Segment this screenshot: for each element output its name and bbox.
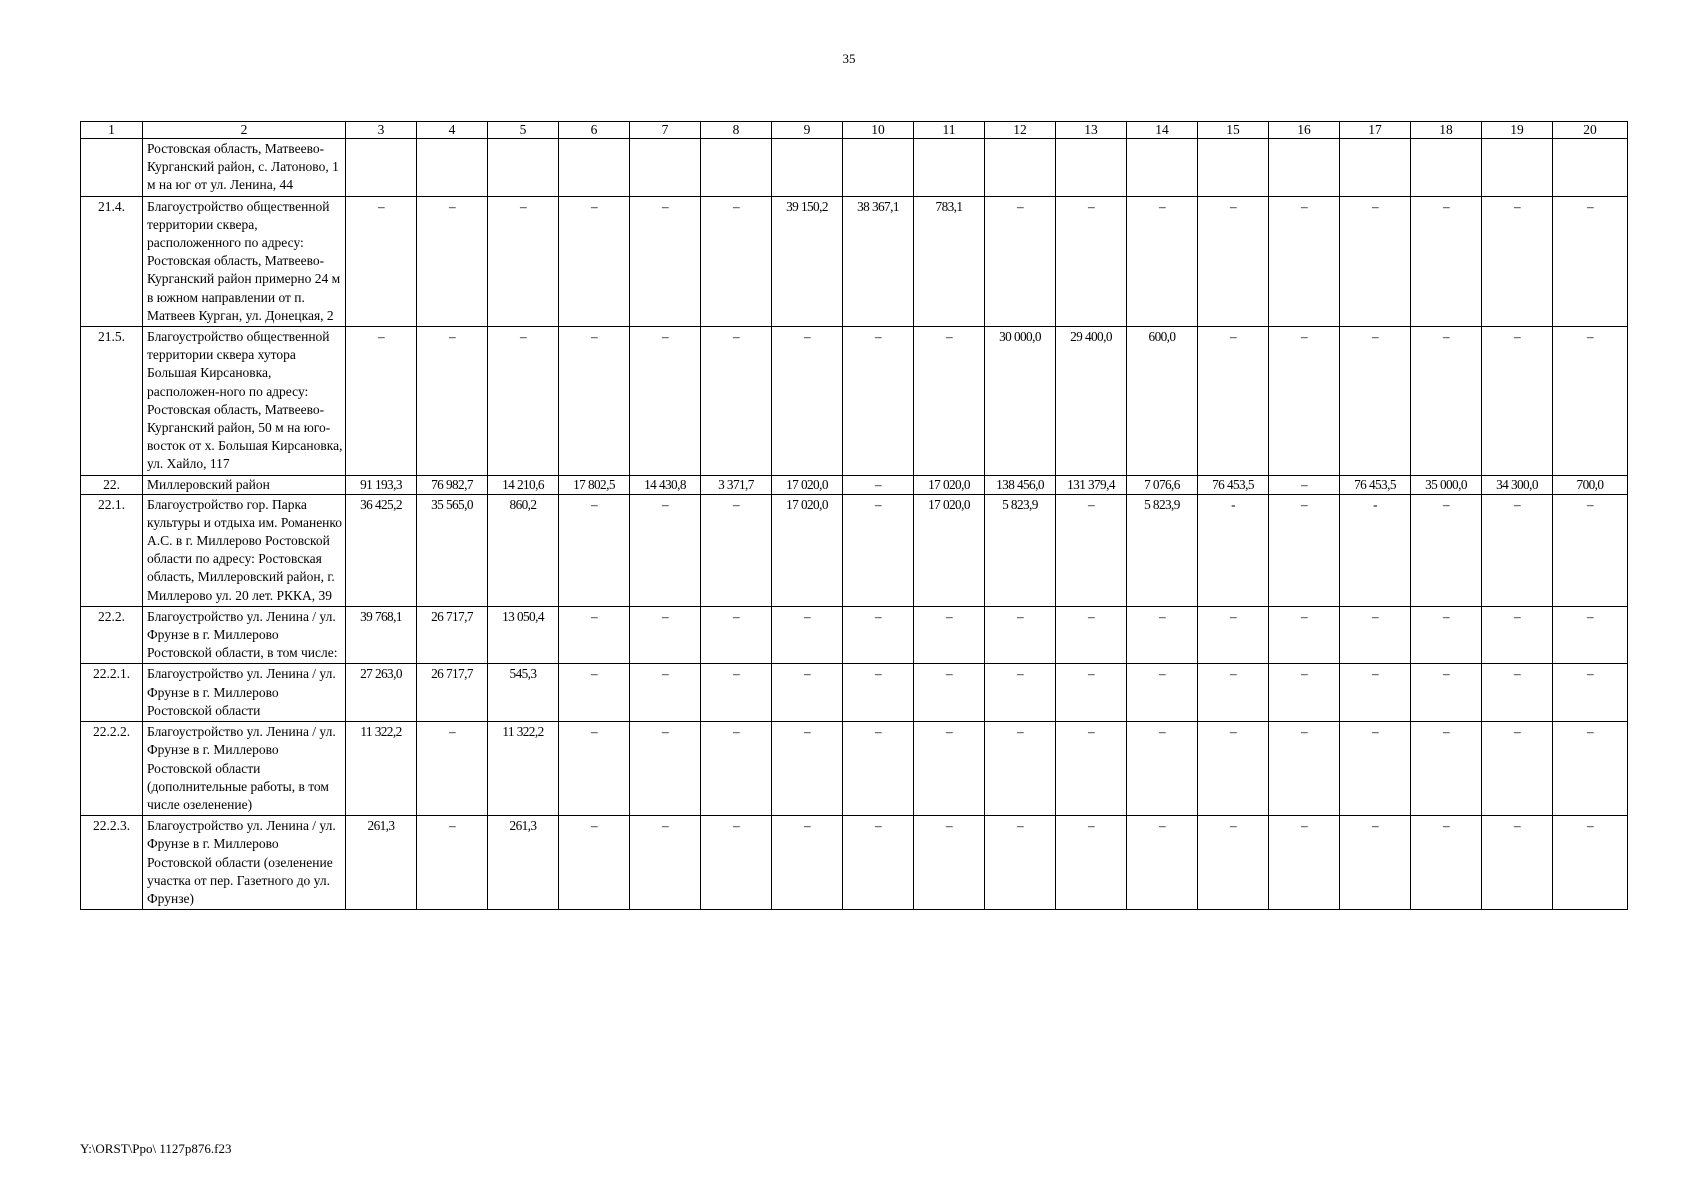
value-cell: – xyxy=(1482,327,1553,476)
value-cell: – xyxy=(914,816,985,910)
value-cell: 34 300,0 xyxy=(1482,475,1553,494)
value-cell: – xyxy=(772,327,843,476)
value-cell: 29 400,0 xyxy=(1056,327,1127,476)
value-cell: 39 768,1 xyxy=(346,606,417,664)
value-cell: 5 823,9 xyxy=(985,494,1056,606)
value-cell xyxy=(346,139,417,197)
column-header: 14 xyxy=(1127,122,1198,139)
value-cell: – xyxy=(1482,606,1553,664)
value-cell: – xyxy=(1482,816,1553,910)
column-header: 7 xyxy=(630,122,701,139)
value-cell: 76 982,7 xyxy=(417,475,488,494)
value-cell: – xyxy=(559,606,630,664)
value-cell: 17 020,0 xyxy=(772,494,843,606)
value-cell: – xyxy=(914,722,985,816)
value-cell: – xyxy=(1411,722,1482,816)
value-cell: – xyxy=(1340,606,1411,664)
column-header: 5 xyxy=(488,122,559,139)
value-cell: – xyxy=(488,196,559,326)
value-cell: – xyxy=(1340,722,1411,816)
value-cell: – xyxy=(843,494,914,606)
value-cell: – xyxy=(1198,327,1269,476)
table-row xyxy=(81,327,1628,476)
value-cell: – xyxy=(701,722,772,816)
column-header: 11 xyxy=(914,122,985,139)
row-number: 22. xyxy=(81,475,143,494)
value-cell: – xyxy=(1553,816,1628,910)
value-cell: 11 322,2 xyxy=(346,722,417,816)
value-cell: 26 717,7 xyxy=(417,664,488,722)
value-cell: – xyxy=(1411,196,1482,326)
row-description: Благоустройство общественной территории сквера хутора Большая Кирсановка, расположен-ного по адресу: Ростовская область, Матвеево-Курганский район, 50 м на юго-восток от х. Большая Кирсановка, ул. Хайло, 117 xyxy=(143,327,346,476)
value-cell: 11 322,2 xyxy=(488,722,559,816)
column-header: 17 xyxy=(1340,122,1411,139)
value-cell: 35 000,0 xyxy=(1411,475,1482,494)
value-cell: – xyxy=(985,606,1056,664)
value-cell xyxy=(488,139,559,197)
row-number xyxy=(81,139,143,197)
row-number: 22.2. xyxy=(81,606,143,664)
value-cell: – xyxy=(559,327,630,476)
value-cell: – xyxy=(1056,494,1127,606)
value-cell: – xyxy=(985,722,1056,816)
value-cell: – xyxy=(772,664,843,722)
row-description: Благоустройство ул. Ленина / ул. Фрунзе в г. Миллерово Ростовской области (дополнительные работы, в том числе озеленение) xyxy=(143,722,346,816)
column-header: 18 xyxy=(1411,122,1482,139)
value-cell: – xyxy=(1340,327,1411,476)
column-header: 10 xyxy=(843,122,914,139)
column-header: 4 xyxy=(417,122,488,139)
value-cell: – xyxy=(1198,664,1269,722)
value-cell: – xyxy=(772,722,843,816)
table-row xyxy=(81,606,1628,664)
budget-table xyxy=(80,121,1628,910)
value-cell: – xyxy=(1553,664,1628,722)
row-number: 22.2.2. xyxy=(81,722,143,816)
value-cell: 14 430,8 xyxy=(630,475,701,494)
row-description: Благоустройство ул. Ленина / ул. Фрунзе в г. Миллерово Ростовской области (озеленение участка от пер. Газетного до ул. Фрунзе) xyxy=(143,816,346,910)
column-header: 9 xyxy=(772,122,843,139)
value-cell: – xyxy=(843,327,914,476)
value-cell: – xyxy=(985,664,1056,722)
value-cell: – xyxy=(1056,816,1127,910)
column-header: 13 xyxy=(1056,122,1127,139)
value-cell xyxy=(1127,139,1198,197)
header-row xyxy=(81,122,1628,139)
row-description: Благоустройство ул. Ленина / ул. Фрунзе в г. Миллерово Ростовской области, в том числе: xyxy=(143,606,346,664)
value-cell: – xyxy=(843,606,914,664)
value-cell: – xyxy=(1340,664,1411,722)
value-cell: – xyxy=(1198,722,1269,816)
value-cell: – xyxy=(417,196,488,326)
value-cell: 91 193,3 xyxy=(346,475,417,494)
value-cell: – xyxy=(1482,664,1553,722)
value-cell: – xyxy=(1553,196,1628,326)
value-cell: 35 565,0 xyxy=(417,494,488,606)
column-header: 20 xyxy=(1553,122,1628,139)
value-cell: 600,0 xyxy=(1127,327,1198,476)
table-row xyxy=(81,816,1628,910)
value-cell: – xyxy=(559,722,630,816)
value-cell: 17 020,0 xyxy=(914,475,985,494)
value-cell: – xyxy=(346,327,417,476)
value-cell: – xyxy=(1411,327,1482,476)
value-cell: 39 150,2 xyxy=(772,196,843,326)
value-cell: – xyxy=(1269,722,1340,816)
value-cell: – xyxy=(630,816,701,910)
value-cell: – xyxy=(701,327,772,476)
value-cell: – xyxy=(559,494,630,606)
value-cell: – xyxy=(559,816,630,910)
value-cell: – xyxy=(701,664,772,722)
value-cell: 17 802,5 xyxy=(559,475,630,494)
column-header: 15 xyxy=(1198,122,1269,139)
table-row xyxy=(81,664,1628,722)
value-cell: – xyxy=(417,722,488,816)
value-cell: 545,3 xyxy=(488,664,559,722)
value-cell: – xyxy=(914,606,985,664)
value-cell xyxy=(1198,139,1269,197)
value-cell xyxy=(1482,139,1553,197)
value-cell: – xyxy=(630,606,701,664)
value-cell: – xyxy=(1127,606,1198,664)
value-cell: 783,1 xyxy=(914,196,985,326)
value-cell xyxy=(985,139,1056,197)
value-cell: – xyxy=(1127,816,1198,910)
table-row xyxy=(81,475,1628,494)
value-cell: – xyxy=(1411,816,1482,910)
value-cell: – xyxy=(1269,196,1340,326)
value-cell: – xyxy=(985,816,1056,910)
value-cell: 76 453,5 xyxy=(1198,475,1269,494)
value-cell: – xyxy=(1056,722,1127,816)
value-cell: – xyxy=(1340,196,1411,326)
column-header: 3 xyxy=(346,122,417,139)
value-cell: – xyxy=(1198,816,1269,910)
value-cell: 26 717,7 xyxy=(417,606,488,664)
value-cell: 36 425,2 xyxy=(346,494,417,606)
table-row xyxy=(81,196,1628,326)
value-cell: – xyxy=(1553,606,1628,664)
value-cell xyxy=(1411,139,1482,197)
value-cell: – xyxy=(630,722,701,816)
value-cell: – xyxy=(1056,664,1127,722)
value-cell: – xyxy=(772,606,843,664)
value-cell: 7 076,6 xyxy=(1127,475,1198,494)
value-cell: 13 050,4 xyxy=(488,606,559,664)
value-cell: 860,2 xyxy=(488,494,559,606)
row-description: Миллеровский район xyxy=(143,475,346,494)
row-number: 21.5. xyxy=(81,327,143,476)
value-cell: – xyxy=(1482,196,1553,326)
value-cell: – xyxy=(1553,722,1628,816)
value-cell: 14 210,6 xyxy=(488,475,559,494)
value-cell: – xyxy=(417,327,488,476)
table-row xyxy=(81,722,1628,816)
value-cell: 138 456,0 xyxy=(985,475,1056,494)
value-cell: – xyxy=(701,494,772,606)
value-cell: 17 020,0 xyxy=(914,494,985,606)
value-cell xyxy=(772,139,843,197)
row-description: Благоустройство общественной территории сквера, расположенного по адресу: Ростовская область, Матвеево-Курганский район примерно 24 м в южном направлении от п. Матвеев Курган, ул. Донецкая, 2 xyxy=(143,196,346,326)
value-cell: – xyxy=(559,664,630,722)
value-cell: – xyxy=(1127,196,1198,326)
row-description: Благоустройство гор. Парка культуры и отдыха им. Романенко А.С. в г. Миллерово Ростовской области по адресу: Ростовская область, Миллеровский район, г. Миллерово ул. 20 лет. РККА, 39 xyxy=(143,494,346,606)
value-cell: – xyxy=(346,196,417,326)
value-cell xyxy=(1056,139,1127,197)
value-cell: – xyxy=(701,196,772,326)
column-header: 6 xyxy=(559,122,630,139)
row-description: Ростовская область, Матвеево-Курганский район, с. Латоново, 1 м на юг от ул. Ленина, 44 xyxy=(143,139,346,197)
value-cell: – xyxy=(701,606,772,664)
column-header: 1 xyxy=(81,122,143,139)
column-header: 19 xyxy=(1482,122,1553,139)
row-number: 22.2.3. xyxy=(81,816,143,910)
table-row xyxy=(81,494,1628,606)
file-path-footer: Y:\ORST\Ppo\ 1127p876.f23 xyxy=(80,1141,232,1156)
value-cell: – xyxy=(488,327,559,476)
value-cell: – xyxy=(843,816,914,910)
value-cell: – xyxy=(1198,606,1269,664)
row-number: 21.4. xyxy=(81,196,143,326)
page-number: 35 xyxy=(842,51,856,66)
column-header: 2 xyxy=(143,122,346,139)
value-cell: - xyxy=(1198,494,1269,606)
value-cell: – xyxy=(417,816,488,910)
value-cell xyxy=(1553,139,1628,197)
value-cell: – xyxy=(985,196,1056,326)
value-cell: – xyxy=(1269,494,1340,606)
value-cell xyxy=(1340,139,1411,197)
column-header: 16 xyxy=(1269,122,1340,139)
value-cell: – xyxy=(1056,196,1127,326)
value-cell: – xyxy=(843,475,914,494)
value-cell xyxy=(1269,139,1340,197)
value-cell: – xyxy=(630,196,701,326)
value-cell: – xyxy=(1127,722,1198,816)
value-cell xyxy=(701,139,772,197)
value-cell: 30 000,0 xyxy=(985,327,1056,476)
row-number: 22.2.1. xyxy=(81,664,143,722)
value-cell: – xyxy=(701,816,772,910)
value-cell: 17 020,0 xyxy=(772,475,843,494)
value-cell xyxy=(914,139,985,197)
value-cell: 76 453,5 xyxy=(1340,475,1411,494)
value-cell: – xyxy=(1553,494,1628,606)
value-cell: 261,3 xyxy=(488,816,559,910)
table-row xyxy=(81,139,1628,197)
value-cell xyxy=(559,139,630,197)
value-cell: 38 367,1 xyxy=(843,196,914,326)
value-cell: – xyxy=(1411,606,1482,664)
column-header: 12 xyxy=(985,122,1056,139)
value-cell: 3 371,7 xyxy=(701,475,772,494)
value-cell: – xyxy=(914,327,985,476)
value-cell: – xyxy=(843,664,914,722)
row-number: 22.1. xyxy=(81,494,143,606)
value-cell: – xyxy=(1056,606,1127,664)
value-cell: 700,0 xyxy=(1553,475,1628,494)
value-cell: – xyxy=(1269,664,1340,722)
value-cell: – xyxy=(1411,494,1482,606)
value-cell: – xyxy=(843,722,914,816)
value-cell: – xyxy=(1482,722,1553,816)
value-cell: – xyxy=(1482,494,1553,606)
value-cell xyxy=(630,139,701,197)
value-cell: – xyxy=(630,664,701,722)
value-cell: 261,3 xyxy=(346,816,417,910)
value-cell: 27 263,0 xyxy=(346,664,417,722)
value-cell: 5 823,9 xyxy=(1127,494,1198,606)
value-cell: – xyxy=(1198,196,1269,326)
value-cell: – xyxy=(1127,664,1198,722)
value-cell: – xyxy=(914,664,985,722)
value-cell: – xyxy=(1269,606,1340,664)
value-cell xyxy=(843,139,914,197)
row-description: Благоустройство ул. Ленина / ул. Фрунзе в г. Миллерово Ростовской области xyxy=(143,664,346,722)
value-cell: – xyxy=(1269,816,1340,910)
value-cell: – xyxy=(772,816,843,910)
column-header: 8 xyxy=(701,122,772,139)
value-cell: – xyxy=(1553,327,1628,476)
value-cell xyxy=(417,139,488,197)
value-cell: – xyxy=(1269,475,1340,494)
value-cell: – xyxy=(630,327,701,476)
value-cell: – xyxy=(630,494,701,606)
value-cell: – xyxy=(559,196,630,326)
value-cell: – xyxy=(1411,664,1482,722)
value-cell: 131 379,4 xyxy=(1056,475,1127,494)
value-cell: – xyxy=(1269,327,1340,476)
value-cell: – xyxy=(1340,816,1411,910)
value-cell: - xyxy=(1340,494,1411,606)
